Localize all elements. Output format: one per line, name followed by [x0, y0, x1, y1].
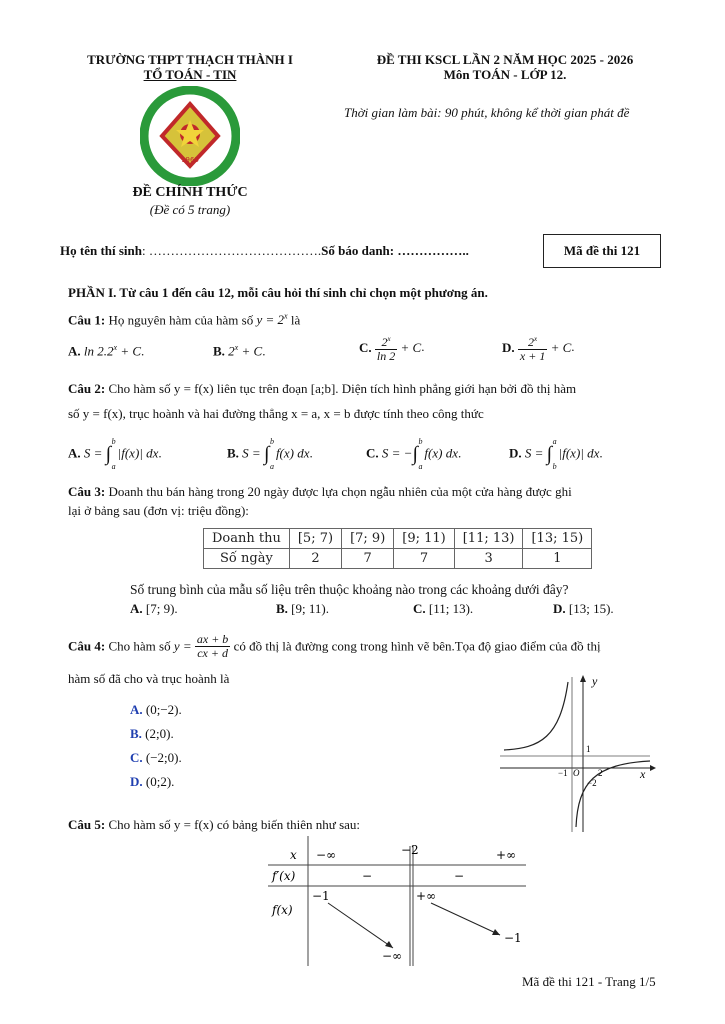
table-cell: [13; 15): [523, 529, 592, 549]
q3-line1: Câu 3: Doanh thu bán hàng trong 20 ngày được lựa chọn ngẫu nhiên của một cửa hàng được ghi: [68, 484, 572, 499]
q1-option-b[interactable]: B. 2$^x$ + C.: [213, 343, 266, 359]
graph-label-1: 1: [586, 744, 591, 754]
q2-option-d[interactable]: D. S = ∫ a b |f(x)| dx.: [509, 437, 603, 471]
school-logo: [140, 86, 240, 186]
table-cell: Doanh thu: [204, 529, 290, 549]
official-label: ĐỀ CHÍNH THỨC: [132, 185, 248, 200]
svg-text:−∞: −∞: [316, 848, 337, 862]
time-note: Thời gian làm bài: 90 phút, không kể thời gian phát đề: [344, 105, 630, 120]
q1-text: Họ nguyên hàm của hàm số: [108, 312, 254, 328]
svg-text:−1: −1: [312, 889, 330, 903]
table-cell: [5; 7): [289, 529, 341, 549]
table-cell: 7: [394, 549, 454, 569]
table-row: [204, 529, 592, 549]
q3-option-c[interactable]: C. [11; 13).: [413, 601, 474, 616]
q3-line2: lại ở bảng sau (đơn vị: triệu đồng):: [68, 503, 249, 518]
svg-text:−1: −1: [504, 931, 522, 945]
table-cell: [9; 11): [394, 529, 454, 549]
q3-option-d[interactable]: D. [13; 15).: [553, 601, 614, 616]
page-footer: Mã đề thi 121 - Trang 1/5: [522, 974, 656, 989]
q1-option-a[interactable]: A. ln 2.2$^x$ + C.: [68, 343, 145, 359]
id-label: Số báo danh:: [321, 243, 398, 258]
q3-data-table: [203, 528, 592, 569]
graph-label-neg2: −2: [587, 778, 597, 788]
q1-func: $y = 2^x$: [256, 312, 288, 328]
name-label: Họ tên thí sinh: [60, 243, 142, 258]
q3-option-a[interactable]: A. [7; 9).: [130, 601, 178, 616]
table-cell: 7: [342, 549, 394, 569]
department-name: TỔ TOÁN - TIN: [143, 67, 237, 82]
q3-option-b[interactable]: B. [9; 11).: [276, 601, 329, 616]
candidate-line: [60, 243, 469, 259]
logo-year: 1965: [181, 156, 199, 164]
svg-text:−: −: [454, 869, 465, 883]
name-dots: : ………………………………….: [142, 243, 322, 258]
svg-text:−2: −2: [401, 843, 419, 857]
table-cell: 2: [289, 549, 341, 569]
svg-text:−∞: −∞: [382, 949, 403, 963]
graph-x-label: x: [640, 767, 646, 781]
exam-title: ĐỀ THI KSCL LẦN 2 NĂM HỌC 2025 - 2026: [376, 52, 634, 67]
q1-option-c[interactable]: C. $\frac{2^x}{\ln 2}$ + C.: [359, 335, 425, 363]
q3-question: Số trung bình của mẫu số liệu trên thuộc khoảng nào trong các khoảng dưới đây?: [130, 582, 569, 597]
q1-stem: [68, 312, 300, 328]
q5-variation-table: [268, 836, 526, 966]
q2-option-b[interactable]: B. S = ∫ b a f(x) dx.: [227, 437, 313, 471]
table-cell: Số ngày: [204, 549, 290, 569]
curve-left-branch: [504, 682, 568, 750]
graph-label-2: 2: [598, 768, 603, 778]
pages-note: (Đề có 5 trang): [149, 202, 231, 217]
q4-option-b[interactable]: B. (2;0).: [130, 726, 174, 741]
part1-title: PHẦN I. Từ câu 1 đến câu 12, mỗi câu hỏi thí sinh chỉ chọn một phương án.: [68, 285, 488, 300]
svg-text:+∞: +∞: [496, 848, 517, 862]
q4-option-d[interactable]: D. (0;2).: [130, 774, 175, 789]
graph-label-o: O: [573, 768, 580, 778]
svg-text:−: −: [362, 869, 373, 883]
svg-text:f′(x): f′(x): [272, 869, 296, 883]
graph-label-neg1: −1: [558, 768, 568, 778]
exam-subject: Môn TOÁN - LỚP 12.: [443, 67, 567, 82]
q4-line2: hàm số đã cho và trục hoành là: [68, 671, 230, 686]
table-cell: [7; 9): [342, 529, 394, 549]
svg-text:+∞: +∞: [416, 889, 437, 903]
q1-option-d[interactable]: D. $\frac{2^x}{x + 1}$ + C.: [502, 335, 575, 363]
q4-option-a[interactable]: A. (0;−2).: [130, 702, 182, 717]
q4-graph: [500, 672, 660, 832]
q1-tail: là: [290, 312, 301, 328]
q2-line1: Câu 2: Cho hàm số y = f(x) liên tục trên đoạn [a;b]. Diện tích hình phẳng giới hạn bởi đồ thị hàm: [68, 381, 577, 396]
svg-text:x: x: [290, 848, 297, 862]
table-cell: 3: [454, 549, 523, 569]
q4-line1: Câu 4: Cho hàm số y = $\frac{ax + b}{cx + d}$ có đồ thị là đường cong trong hình vẽ bên.Tọa độ giao điểm của đồ thị: [68, 632, 601, 660]
table-row: [204, 549, 592, 569]
q2-option-c[interactable]: C. S = −∫ b a f(x) dx.: [366, 437, 462, 471]
graph-y-label: y: [592, 674, 598, 688]
exam-code-box: Mã đề thi 121: [543, 234, 661, 268]
q2-line2: số y = f(x), trục hoành và hai đường thẳng x = a, x = b được tính theo công thức: [68, 406, 484, 421]
table-cell: 1: [523, 549, 592, 569]
q5-stem: Câu 5: Cho hàm số y = f(x) có bảng biến thiên như sau:: [68, 817, 361, 832]
school-name: TRƯỜNG THPT THẠCH THÀNH I: [87, 52, 293, 67]
svg-text:f(x): f(x): [272, 903, 293, 917]
q1-label: Câu 1:: [68, 312, 106, 328]
table-cell: [11; 13): [454, 529, 523, 549]
q2-option-a[interactable]: A. S = ∫ b a |f(x)| dx.: [68, 437, 162, 471]
q4-option-c[interactable]: C. (−2;0).: [130, 750, 182, 765]
curve-right-branch: [576, 761, 650, 827]
id-dots: ……………..: [397, 243, 469, 258]
